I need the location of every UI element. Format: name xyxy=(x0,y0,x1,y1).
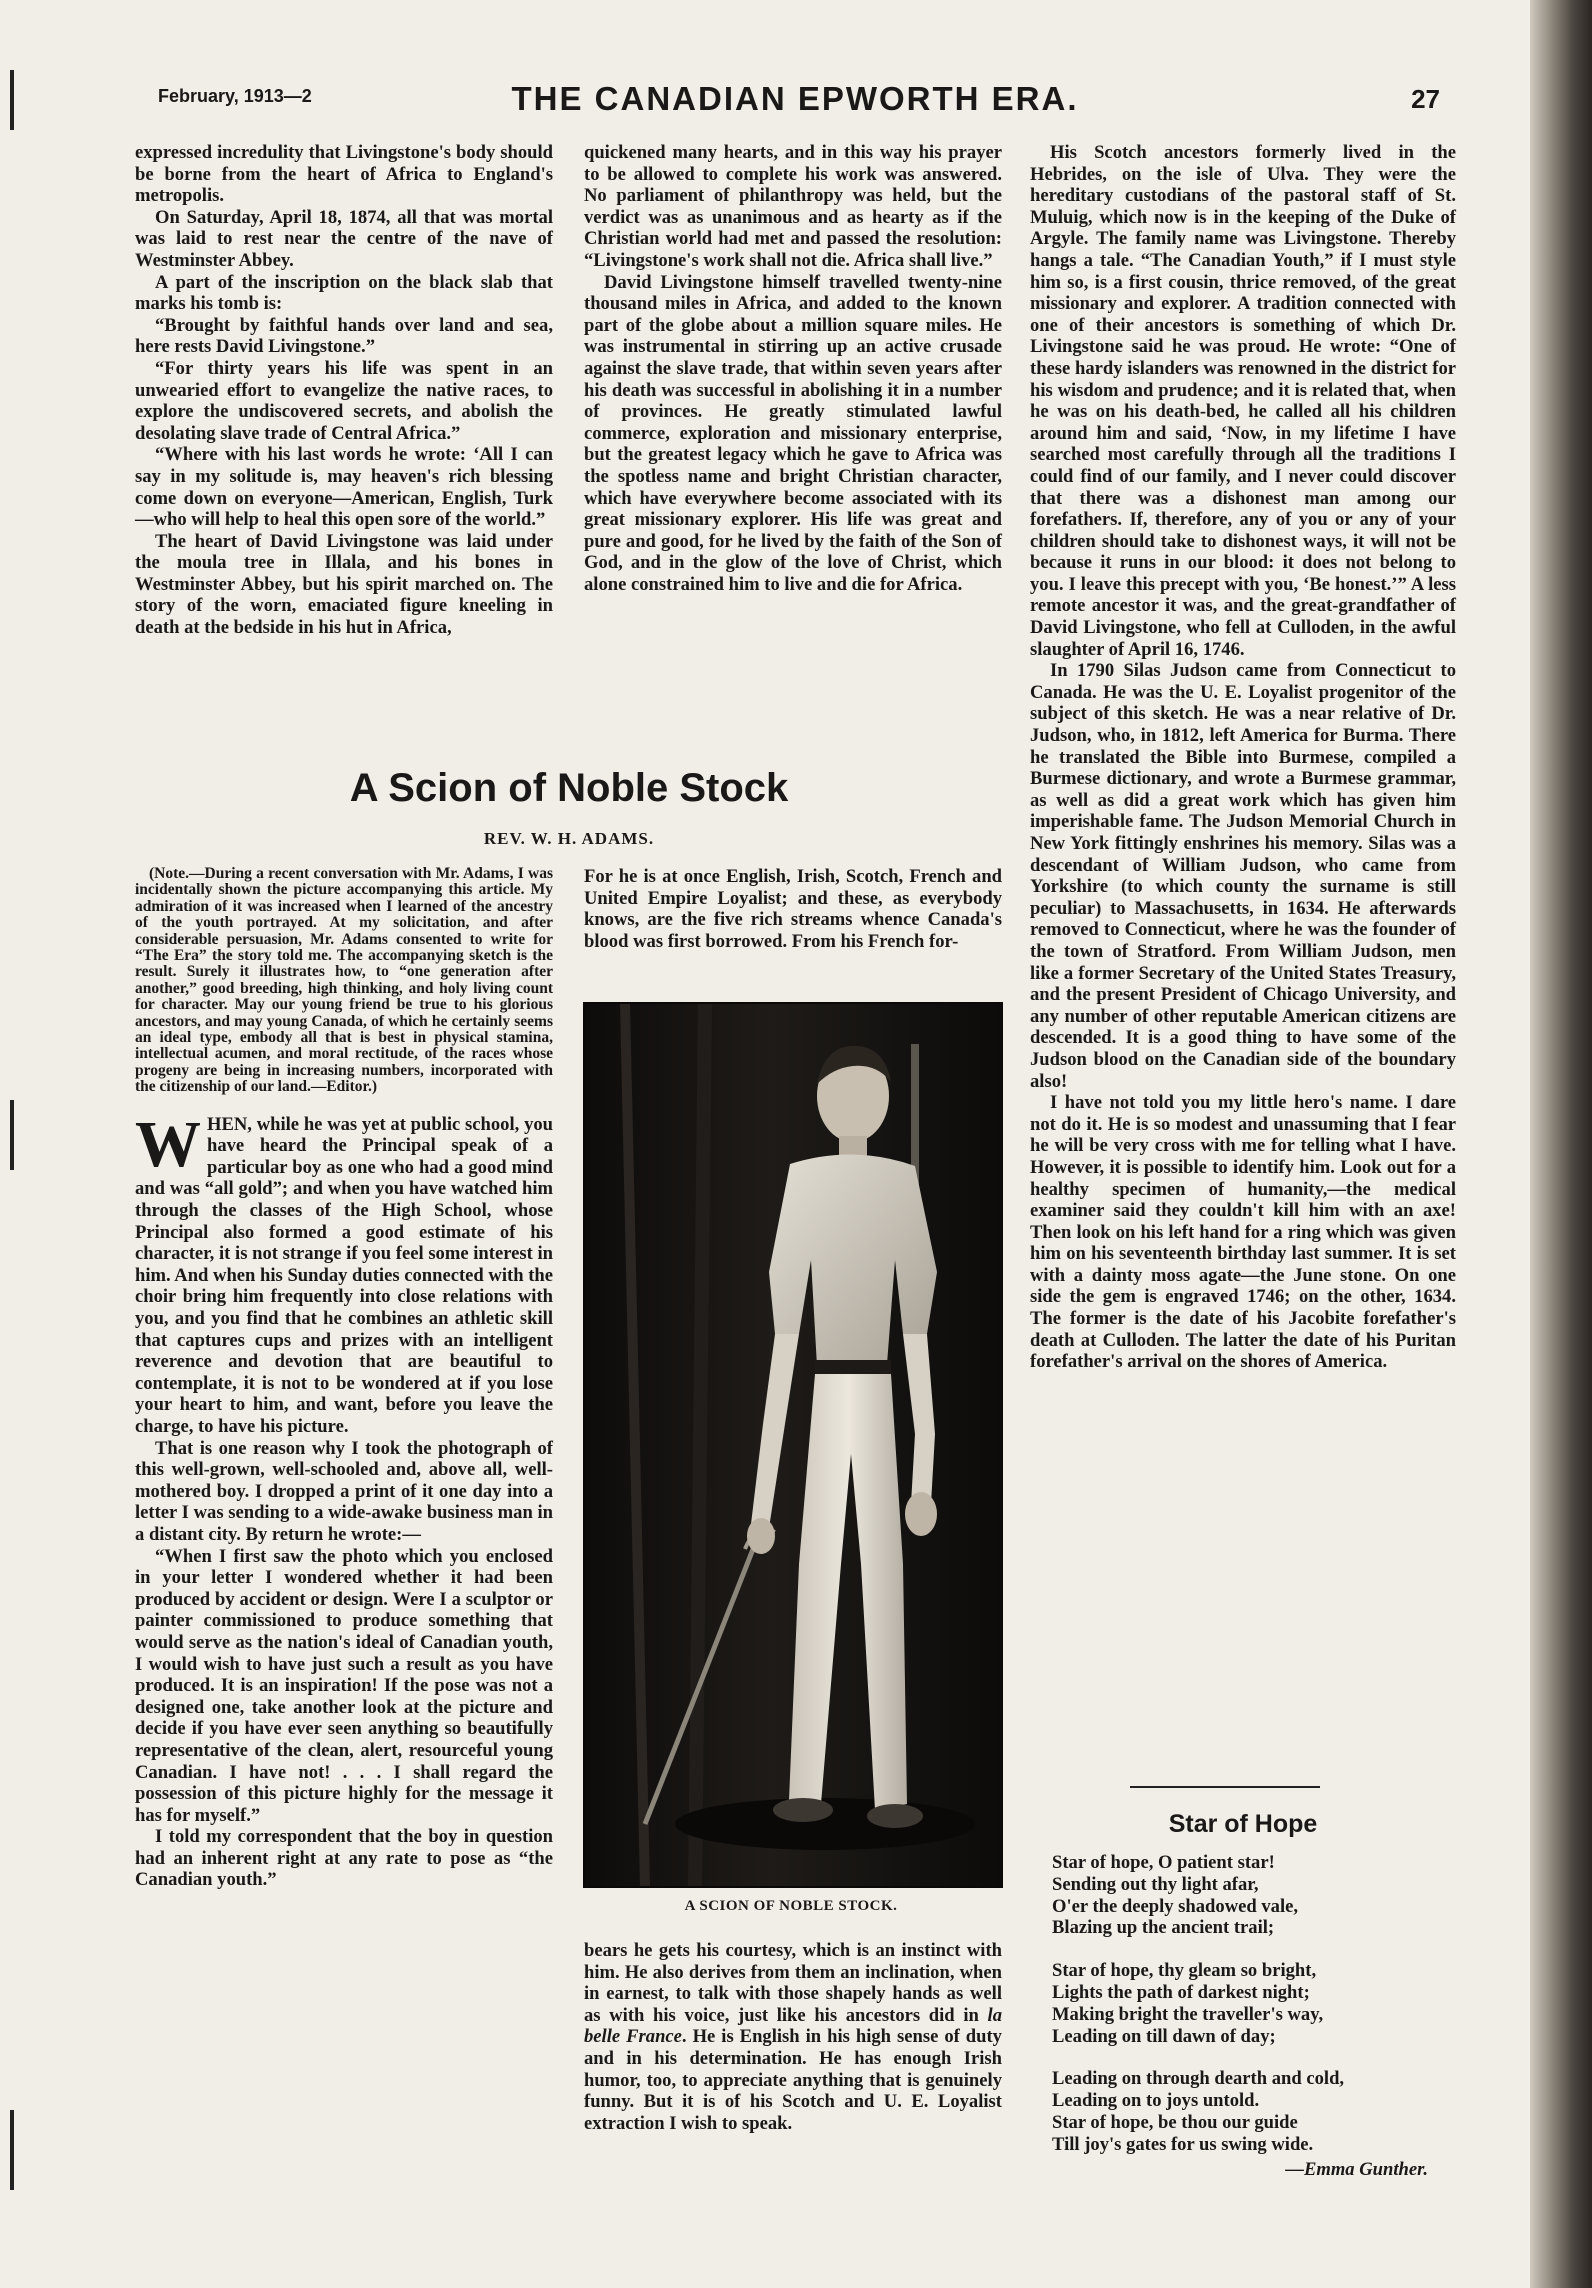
boy-with-sword-illustration xyxy=(585,1004,1001,1886)
paragraph: David Livingstone himself travelled twenty-nine thousand miles in Africa, and added to the known part of the globe about a million square miles. He was instrumental in stirring up an active crusade against the slave trade, that within seven years after his death was successful in abolishing it in a number of provinces. He greatly stimulated lawful commerce, exploration and missionary enterprise, but the greatest legacy which he gave to Africa was the spotless name and bright Christian character, which have everywhere become associated with its great missionary explorer. His life was great and pure and good, for he lived by the faith of the Son of God, and in the glow of the love of Christ, which alone constrained him to live and die for Africa. xyxy=(584,271,1002,595)
paragraph: “For thirty years his life was spent in an unwearied effort to evangelize the native races, to explore the undiscovered secrets, and abolish the desolating slave trade of Central Africa.” xyxy=(135,357,553,444)
paragraph-text: bears he gets his courtesy, which is an instinct with him. He also derives from them an inclination, when in earnest, to talk with those shapely hands as well as with his voice, just like his ancestors did in xyxy=(584,1940,1002,2026)
poem-line: Lights the path of darkest night; xyxy=(1052,1981,1310,2003)
poem-line: Blazing up the ancient trail; xyxy=(1052,1917,1275,1939)
paragraph: That is one reason why I took the photograph of this well-grown, well-schooled and, above all, well-mothered boy. I dropped a print of it one day into a letter I was sending to a wide-awake business man in a distant city. By return he wrote:— xyxy=(135,1437,553,1545)
poem-line: Star of hope, O patient star! xyxy=(1052,1852,1275,1873)
article-column-2-top xyxy=(584,866,1002,952)
poem-line: Sending out thy light afar, xyxy=(1052,1873,1259,1895)
paragraph: On Saturday, April 18, 1874, all that was mortal was laid to rest near the centre of the nave of Westminster Abbey. xyxy=(135,206,553,271)
poem-line: Leading on till dawn of day; xyxy=(1052,2025,1276,2047)
livingstone-column-2 xyxy=(584,142,1002,595)
page-edge-mark xyxy=(10,2110,14,2190)
page-number: 27 xyxy=(1411,84,1440,114)
paragraph: I have not told you my little hero's name. I dare not do it. He is so modest and unassuming that I fear he will be very cross with me for telling what I have. However, it is possible to identify him. Look out for a healthy specimen of humanity,—the medical examiner said they couldn't kill him with an axe! Then look on his left hand for a ring which was given him on his seventeenth birthday last summer. It is set with a dainty moss agate—the June stone. On one side the gem is engraved 1746; on the other, 1634. The former is the date of his Jacobite forefather's death at Culloden. The latter the date of his Puritan forefather's arrival on the shores of America. xyxy=(1030,1092,1456,1373)
poem-line: Leading on through dearth and cold, xyxy=(1052,2068,1345,2090)
issue-date: February, 1913—2 xyxy=(158,86,312,106)
poem-line: Leading on to joys untold. xyxy=(1052,2090,1260,2112)
paragraph xyxy=(584,1940,1002,2134)
paragraph: quickened many hearts, and in this way his prayer to be allowed to complete his work was answered. No parliament of philanthropy was held, but the verdict was as unanimous and as hearty as if the Christian world had met and passed the resolution: “Livingstone's work shall not die. Africa shall live.” xyxy=(584,142,1002,271)
portrait-photo xyxy=(583,1002,1003,1888)
running-header xyxy=(150,80,1440,120)
poem-line: Till joy's gates for us swing wide. xyxy=(1052,2133,1314,2155)
article-opening xyxy=(135,1107,553,1438)
paragraph: expressed incredulity that Livingstone's body should be borne from the heart of Africa to England's metropolis. xyxy=(135,142,553,207)
poem-line: O'er the deeply shadowed vale, xyxy=(1052,1895,1299,1917)
paragraph: In 1790 Silas Judson came from Connecticut to Canada. He was the U. E. Loyalist progenitor of the subject of this sketch. He was a near relative of Dr. Judson, who, in 1812, left America for Burma. There he translated the Bible into Burmese, compiled a Burmese dictionary, and wrote a Burmese grammar, as well as did a great work which has given him imperishable fame. The Judson Memorial Church in New York fittingly enshrines his memory. Silas was a descendant of William Judson, who came from Yorkshire (to which county the surname is still peculiar) to Massachusetts, in 1634. He afterwards removed to Connecticut, where he was the founder of the town of Stratford. From William Judson, men like a former Secretary of the United States Treasury, and the present President of Chicago University, and any number of other reputable American citizens are descended. It is a good thing to have some of the Judson blood on the Canadian side of the boundary also! xyxy=(1030,660,1456,1092)
poem-stanza xyxy=(1052,1852,1452,1939)
opening-paragraph: HEN, while he was yet at public school, you have heard the Principal speak of a particular boy as one who had a good mind and was “all gold”; and when you have watched him through the classes of the High School, whose Principal also formed a good estimate of his character, it is not strange if you feel some interest in him. And when his Sunday duties connected with the choir bring him frequently into close relations with you, and you find that he combines an athletic skill that captures cups and prizes with an intelligent reverence and devotion that are beautiful to contemplate, it is not to be wondered at if you lose your heart to him, and want, before you leave the charge, to have his picture. xyxy=(135,1113,553,1437)
editor-note-text: (Note.—During a recent conversation with Mr. Adams, I was incidentally shown the picture accompanying this article. My admiration of it was increased when I learned of the ancestry of the youth portrayed. At my solicitation, and after considerable persuasion, Mr. Adams consented to write for “The Era” the story told me. The accompanying sketch is the result. Surely it illustrates how, to “one generation after another,” good breeding, high thinking, and holy living count for character. May our young friend be true to his glorious ancestors, and may young Canada, of which he certainly seems an ideal type, embody all that is best in physical stamina, intellectual acumen, and moral rectitude, of the races whose progeny are being in increasing numbers, incorporated with the citizenship of our land.—Editor.) xyxy=(135,865,553,1096)
page-edge-mark xyxy=(10,70,14,130)
paragraph: “When I first saw the photo which you enclosed in your letter I wondered whether it had been produced by accident or design. Were I a sculptor or painter commissioned to produce something that would serve as the nation's ideal of Canadian youth, I would wish to have just such a result as you have produced. It is an inspiration! If the pose was not a designed one, take another look at the picture and decide if you have ever seen anything so beautifully representative of the clean, alert, resourceful young Canadian. I have not! . . . I shall regard the possession of this picture highly for the message it has for myself.” xyxy=(135,1545,553,1826)
poem-stanza xyxy=(1052,2068,1452,2155)
poem-line: Star of hope, be thou our guide xyxy=(1052,2111,1298,2133)
article-author: REV. W. H. ADAMS. xyxy=(483,829,655,848)
poem-stanza xyxy=(1052,1960,1452,2047)
italic-phrase: la belle France xyxy=(584,2004,1002,2048)
poem-line: Star of hope, thy gleam so bright, xyxy=(1052,1960,1317,1982)
paragraph-text: . He is English in his high sense of duty and in his determination. He has enough Irish humor, too, to appreciate anything that is genuinely funny. But it is of his Scotch and U. E. Loyalist extraction I wish to speak. xyxy=(584,2026,1002,2134)
paragraph: His Scotch ancestors formerly lived in the Hebrides, on the isle of Ulva. They were the hereditary custodians of the pastoral staff of St. Muluig, which now is in the keeping of the Duke of Argyle. The family name was Livingstone. Thereby hangs a tale. “The Canadian Youth,” if I must style him so, is a first cousin, thrice removed, of the great missionary and explorer. A tradition connected with one of their ancestors is something of which Dr. Livingstone said he was proud. He wrote: “One of these hardy islanders was renowned in the district for his wisdom and prudence; and it is related that, when he was on his death-bed, he called all his children around him and said, ‘Now, in my lifetime I have searched most carefully through all the traditions I could find of our family, and I never could discover that there was a dishonest man among our forefathers. If, therefore, any of you or any of your children should take to dishonest ways, it will not be because it runs in our blood: it does not belong to you. I leave this precept with you, ‘Be honest.’” A less remote ancestor it was, and the great-grandfather of David Livingstone, who fell at Culloden, in the awful slaughter of April 16, 1746. xyxy=(1030,142,1456,660)
poem-line: Making bright the traveller's way, xyxy=(1052,2003,1324,2025)
article-column-2-bottom xyxy=(584,1940,1002,2134)
paragraph: A part of the inscription on the black slab that marks his tomb is: xyxy=(135,271,553,315)
poem-title: Star of Hope xyxy=(1168,1810,1318,1838)
article-title: A Scion of Noble Stock xyxy=(349,766,789,810)
paragraph: “Where with his last words he wrote: ‘All I can say in my solitude is, may heaven's rich blessing come down on everyone—American, English, Turk—who will help to heal this open sore of the world.” xyxy=(135,444,553,531)
section-divider xyxy=(1130,1786,1320,1788)
poem-author: —Emma Gunther. xyxy=(1285,2158,1428,2180)
drop-cap: W xyxy=(135,1107,201,1181)
livingstone-column-1 xyxy=(135,142,553,639)
paragraph: The heart of David Livingstone was laid under the moula tree in Illala, and his bones in Westminster Abbey, but his spirit marched on. The story of the worn, emaciated figure kneeling in death at the bedside in his hut in Africa, xyxy=(135,530,553,639)
book-gutter xyxy=(1530,0,1592,2288)
page-edge-mark xyxy=(10,1100,14,1170)
poem xyxy=(1052,1852,1452,2180)
magazine-title: THE CANADIAN EPWORTH ERA. xyxy=(511,80,1079,117)
article-column-1 xyxy=(135,866,553,1891)
photo-caption: A SCION OF NOBLE STOCK. xyxy=(684,1898,898,1914)
paragraph: For he is at once English, Irish, Scotch, French and United Empire Loyalist; and these, as everybody knows, are the five rich streams whence Canada's blood was first borrowed. From his French for- xyxy=(584,866,1002,952)
paragraph: “Brought by faithful hands over land and sea, here rests David Livingstone.” xyxy=(135,314,553,358)
editor-note xyxy=(135,866,553,1096)
article-column-3 xyxy=(1030,142,1456,1373)
paragraph: I told my correspondent that the boy in question had an inherent right at any rate to pose as “the Canadian youth.” xyxy=(135,1826,553,1891)
